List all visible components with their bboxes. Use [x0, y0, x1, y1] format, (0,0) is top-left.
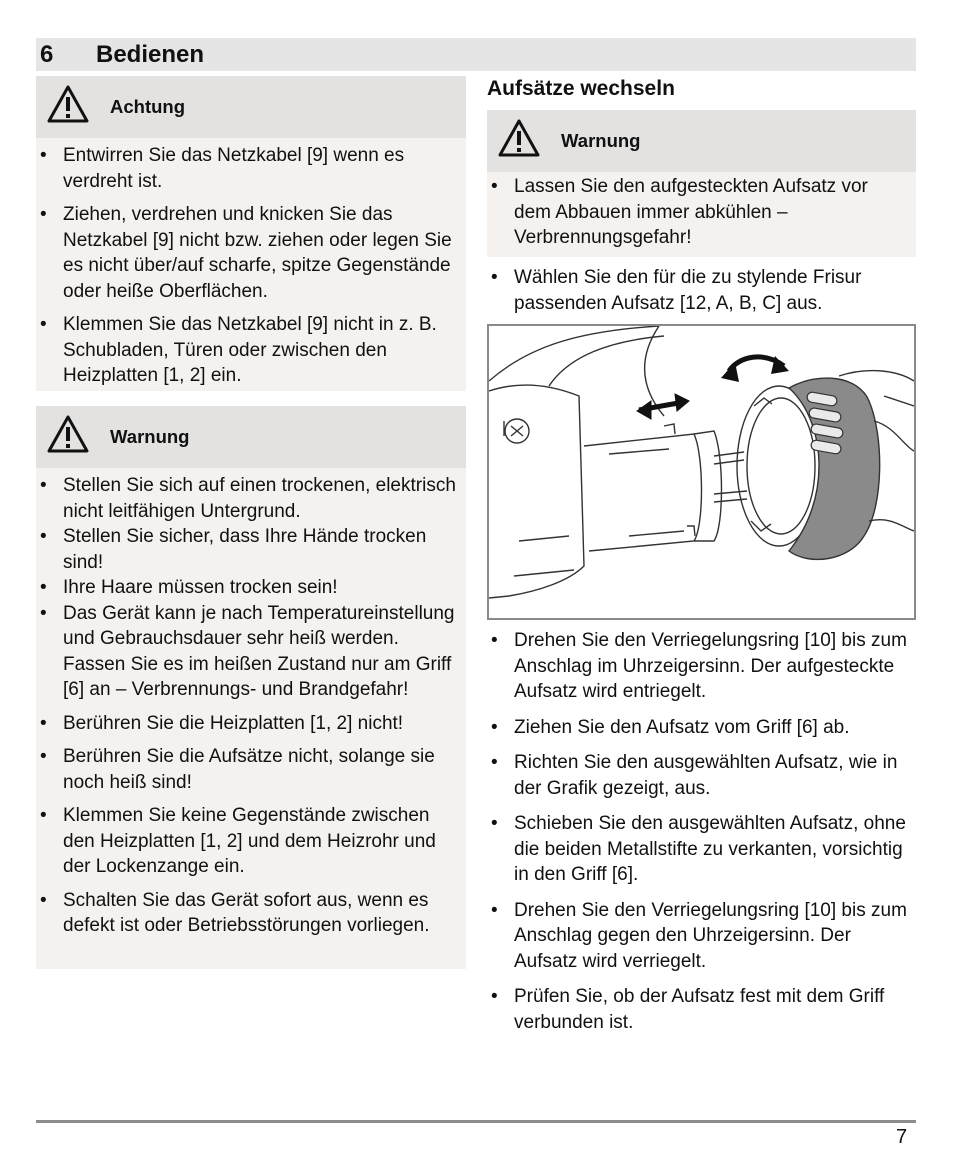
section-header	[36, 38, 916, 71]
footer-divider	[36, 1120, 916, 1123]
list-item: • Berühren Sie die Aufsätze nicht, solange sie noch heiß sind!	[36, 744, 466, 795]
warnung-label-right: Warnung	[561, 130, 641, 151]
list-item: • Drehen Sie den Verriegelungsring [10] bis zum Anschlag gegen den Uhrzeigersinn. Der Aufsatz wird verriegelt.	[487, 898, 915, 975]
achtung-box	[36, 76, 466, 391]
list-item: • Berühren Sie die Heizplatten [1, 2] nicht!	[36, 711, 466, 737]
page-number: 7	[896, 1126, 908, 1148]
warning-triangle-icon	[46, 84, 90, 124]
list-item: • Schalten Sie das Gerät sofort aus, wenn es defekt ist oder Betriebsstörungen vorliegen.	[36, 888, 466, 939]
warnung-label-left: Warnung	[110, 426, 190, 447]
list-item: • Richten Sie den ausgewählten Aufsatz, wie in der Grafik gezeigt, aus.	[487, 750, 915, 801]
list-item: • Stellen Sie sich auf einen trockenen, elektrisch nicht leitfähigen Untergrund.	[36, 473, 466, 524]
list-item: • Ihre Haare müssen trocken sein!	[36, 575, 466, 601]
list-item: • Schieben Sie den ausgewählten Aufsatz, ohne die beiden Metallstifte zu verkanten, vorsichtig in den Griff [6].	[487, 811, 915, 888]
list-item: • Entwirren Sie das Netzkabel [9] wenn es verdreht ist.	[36, 143, 466, 194]
list-item: • Prüfen Sie, ob der Aufsatz fest mit dem Griff verbunden ist.	[487, 984, 915, 1035]
list-item: • Ziehen, verdrehen und knicken Sie das Netzkabel [9] nicht bzw. ziehen oder legen Sie es nicht über/auf scharfe, spitze Gegenstände oder heiße Oberflächen.	[36, 202, 466, 304]
warnung-box-right	[487, 110, 916, 257]
warning-triangle-icon	[46, 414, 90, 454]
list-item: • Klemmen Sie das Netzkabel [9] nicht in z. B. Schubladen, Türen oder zwischen den Heizplatten [1, 2] ein.	[36, 312, 466, 389]
section-title: Bedienen	[96, 41, 205, 68]
list-item: • Wählen Sie den für die zu stylende Frisur passenden Aufsatz [12, A, B, C] aus.	[487, 265, 912, 316]
attachment-illustration	[487, 324, 916, 620]
warnung-header-left	[36, 406, 466, 468]
warnung-header-right	[487, 110, 916, 172]
warning-triangle-icon	[497, 118, 541, 158]
subsection-title: Aufsätze wechseln	[487, 77, 675, 100]
achtung-label: Achtung	[110, 96, 186, 117]
section-number: 6	[40, 41, 54, 68]
list-item: • Stellen Sie sicher, dass Ihre Hände trocken sind!	[36, 524, 466, 575]
list-item: • Klemmen Sie keine Gegenstände zwischen den Heizplatten [1, 2] und dem Heizrohr und der Lockenzange ein.	[36, 803, 466, 880]
device-drawing	[489, 326, 914, 618]
warnung-box-left	[36, 406, 466, 969]
list-item: • Das Gerät kann je nach Temperatureinstellung und Gebrauchsdauer sehr heiß werden. Fassen Sie es im heißen Zustand nur am Griff [6] an – Verbrennungs- und Brandgefahr!	[36, 601, 466, 703]
achtung-header	[36, 76, 466, 138]
list-item: • Lassen Sie den aufgesteckten Aufsatz vor dem Abbauen immer abkühlen – Verbrennungsgefahr!	[487, 174, 908, 251]
list-item: • Ziehen Sie den Aufsatz vom Griff [6] ab.	[487, 715, 915, 741]
list-item: • Drehen Sie den Verriegelungsring [10] bis zum Anschlag im Uhrzeigersinn. Der aufgesteckte Aufsatz wird entriegelt.	[487, 628, 915, 705]
